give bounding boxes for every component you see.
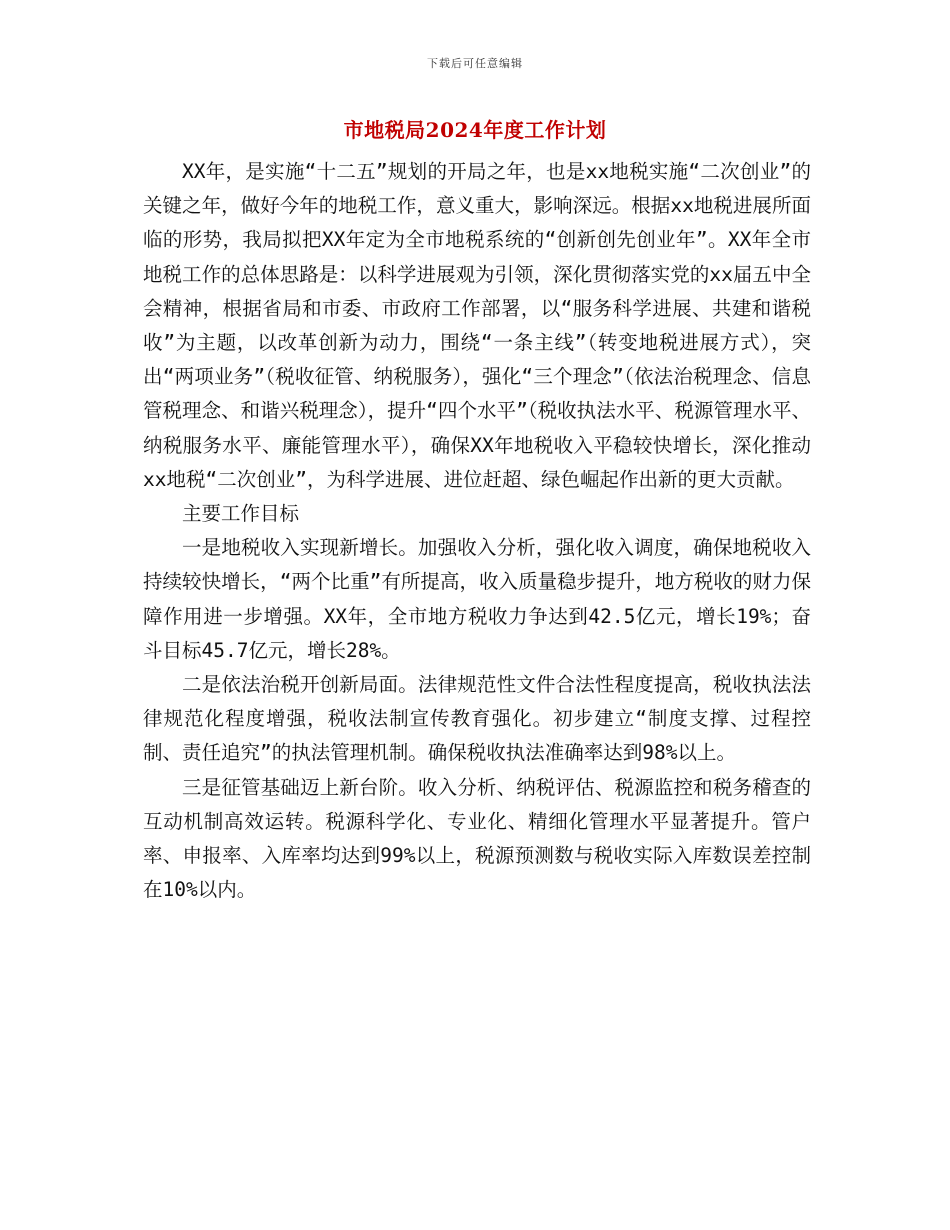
document-body (143, 155, 811, 907)
header-note: 下载后可任意编辑 (427, 57, 523, 70)
paragraph-goal-collection: 三是征管基础迈上新台阶。收入分析、纳税评估、税源监控和税务稽查的互动机制高效运转。税源科学化、专业化、精细化管理水平显著提升。管户率、申报率、入库率均达到99%以上，税源预测数与税收实际入库数误差控制在10%以内。 (143, 775, 811, 902)
document-title: 市地税局2024年度工作计划 (343, 118, 607, 142)
paragraph-intro: XX年，是实施“十二五”规划的开局之年，也是xx地税实施“二次创业”的关键之年，做好今年的地税工作，意义重大，影响深远。根据xx地税进展所面临的形势，我局拟把XX年定为全市地税系统的“创新创先创业年”。XX年全市地税工作的总体思路是：以科学进展观为引领，深化贯彻落实党的xx届五中全会精神，根据省局和市委、市政府工作部署，以“服务科学进展、共建和谐税收”为主题，以改革创新为动力，围绕“一条主线”（转变地税进展方式），突出“两项业务”（税收征管、纳税服务），强化“三个理念”（依法治税理念、信息管税理念、和谐兴税理念），提升“四个水平”（税收执法水平、税源管理水平、纳税服务水平、廉能管理水平），确保XX年地税收入平稳较快增长，深化推动xx地税“二次创业”，为科学进展、进位赶超、绿色崛起作出新的更大贡献。 (143, 160, 811, 491)
section-heading-goals: 主要工作目标 (182, 502, 300, 526)
paragraph-goal-law: 二是依法治税开创新局面。法律规范性文件合法性程度提高，税收执法法律规范化程度增强，税收法制宣传教育强化。初步建立“制度支撑、过程控制、责任追究”的执法管理机制。确保税收执法准确率达到98%以上。 (143, 673, 811, 765)
paragraph-goal-revenue: 一是地税收入实现新增长。加强收入分析，强化收入调度，确保地税收入持续较快增长，“两个比重”有所提高，收入质量稳步提升，地方税收的财力保障作用进一步增强。XX年，全市地方税收力争达到42.5亿元，增长19%；奋斗目标45.7亿元，增长28%。 (143, 536, 811, 662)
